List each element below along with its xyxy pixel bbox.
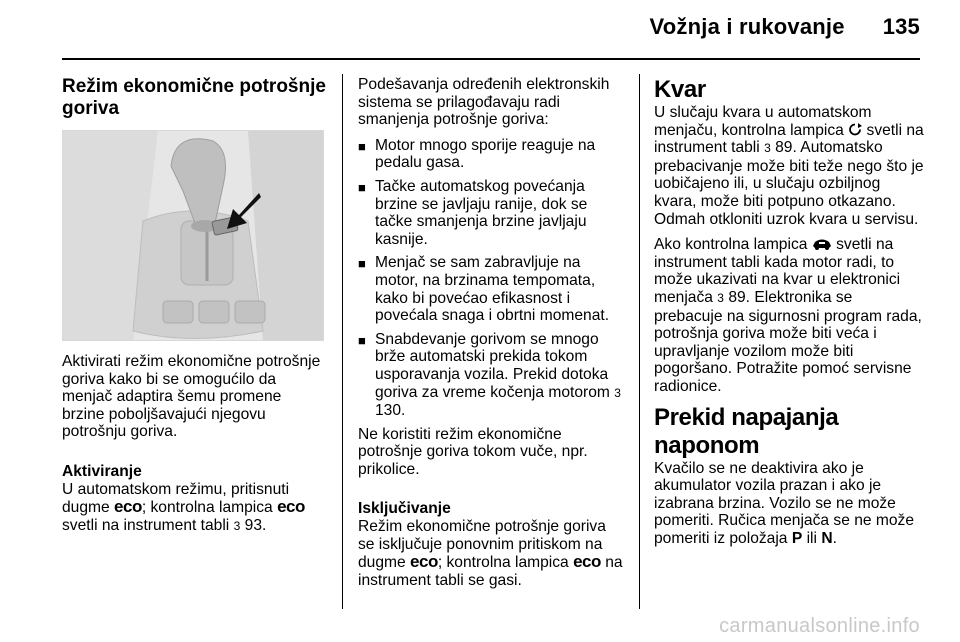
page-reference-icon: 3 [764, 141, 771, 156]
page-reference-icon: 3 [717, 290, 724, 305]
page-reference-icon: 3 [614, 385, 621, 400]
eco-mode-intro: Aktivirati režim ekonomične potrošnje goriva kako bi se omogućilo da menjač adaptira šemu promene brzine poboljšavajući njegovu potrošnju goriva. [62, 353, 321, 441]
gear-selector-photo [62, 130, 324, 341]
list-item: ■ Menjač se sam zabravljuje na motor, na brzinama tempomata, kako bi povećao efikasnost i povećala snaga i obrtni momenat. [358, 254, 610, 325]
watermark: carmanualsonline.info [719, 615, 920, 637]
column-middle [358, 76, 624, 597]
eco-lamp-symbol: eco [573, 552, 601, 572]
eco-mode-heading: Režim ekonomične potrošnje goriva [62, 76, 326, 119]
page-number: 135 [882, 14, 920, 39]
column-divider [639, 74, 640, 609]
spacer [358, 486, 624, 500]
fault-text: U slučaju kvara u automatskom menjaču, kontrolna lampica svetli na instrument tabli 3 89. Automatsko prebacivanje može biti teže nego što je uobičajeno ili, u slučaju ozbiljnog kvara, može biti potpuno otkazano. Odmah otkloniti uzrok kvara u servisu. [654, 104, 924, 228]
gear-p-label: P [791, 529, 803, 547]
fault-heading: Kvar [654, 76, 706, 103]
gear-n-label: N [821, 529, 833, 547]
towing-warning: Ne koristiti režim ekonomične potrošnje goriva tokom vuče, npr. prikolice. [358, 425, 588, 478]
eco-lamp-symbol: eco [277, 497, 305, 517]
column-left [62, 76, 327, 543]
power-interruption-text: Kvačilo se ne deaktivira ako je akumulator vozila prazan i ako je izabrana brzina. Vozilo se ne može pomeriti. Ručica menjača se ne može pomeriti iz položaja P ili N. [654, 459, 915, 547]
engine-electronics-text: Ako kontrolna lampica svetli na instrument tabli kada motor radi, to može ukazivati na kvar u elektronici menjača 3 89. Elektronika se prebacuje na sigurnosni program rada, potrošnja goriva može biti veća i upravljanje vozilom može biti pogoršano. Potražite pomoć servisne radionice. [654, 236, 922, 395]
eco-settings-intro: Podešavanja određenih elektronskih sistema se prilagođavaju radi smanjenja potrošnje goriva: [358, 76, 610, 129]
deactivation-text: Režim ekonomične potrošnje goriva se isključuje ponovnim pritiskom na dugme eco; kontrolna lampica eco na instrument tabli se gasi. [358, 518, 623, 589]
gear-selector-illustration [63, 131, 324, 341]
power-interruption-heading: Prekid napajanja naponom [654, 403, 839, 459]
section-title: Vožnja i rukovanje [649, 14, 845, 39]
list-item: ■ Snabdevanje gorivom se mnogo brže automatski prekida tokom usporavanja vozila. Prekid dotoka goriva za vreme kočenja motorom 3 130. [358, 330, 621, 420]
column-divider [342, 74, 343, 609]
activation-heading: Aktiviranje [62, 462, 142, 480]
spacer [62, 449, 327, 463]
header-rule [62, 58, 920, 60]
eco-button-symbol: eco [410, 552, 438, 572]
list-item: ■ Motor mnogo sporije reaguje na pedalu gasa. [358, 136, 596, 172]
column-right [654, 76, 924, 555]
deactivation-heading: Isključivanje [358, 500, 451, 518]
activation-text: U automatskom režimu, pritisnuti dugme eco; kontrolna lampica eco svetli na instrument tabli 3 93. [62, 480, 305, 534]
page-header [650, 14, 920, 40]
list-item: ■ Tačke automatskog povećanja brzine se javljaju ranije, dok se tačke smanjenja brzine javljaju kasnije. [358, 177, 588, 248]
car-wrench-lamp-icon [812, 236, 832, 253]
eco-button-symbol: eco [114, 497, 142, 517]
transmission-fault-lamp-icon [848, 122, 862, 139]
page-reference-icon: 3 [233, 518, 241, 533]
eco-effects-list [358, 137, 624, 420]
